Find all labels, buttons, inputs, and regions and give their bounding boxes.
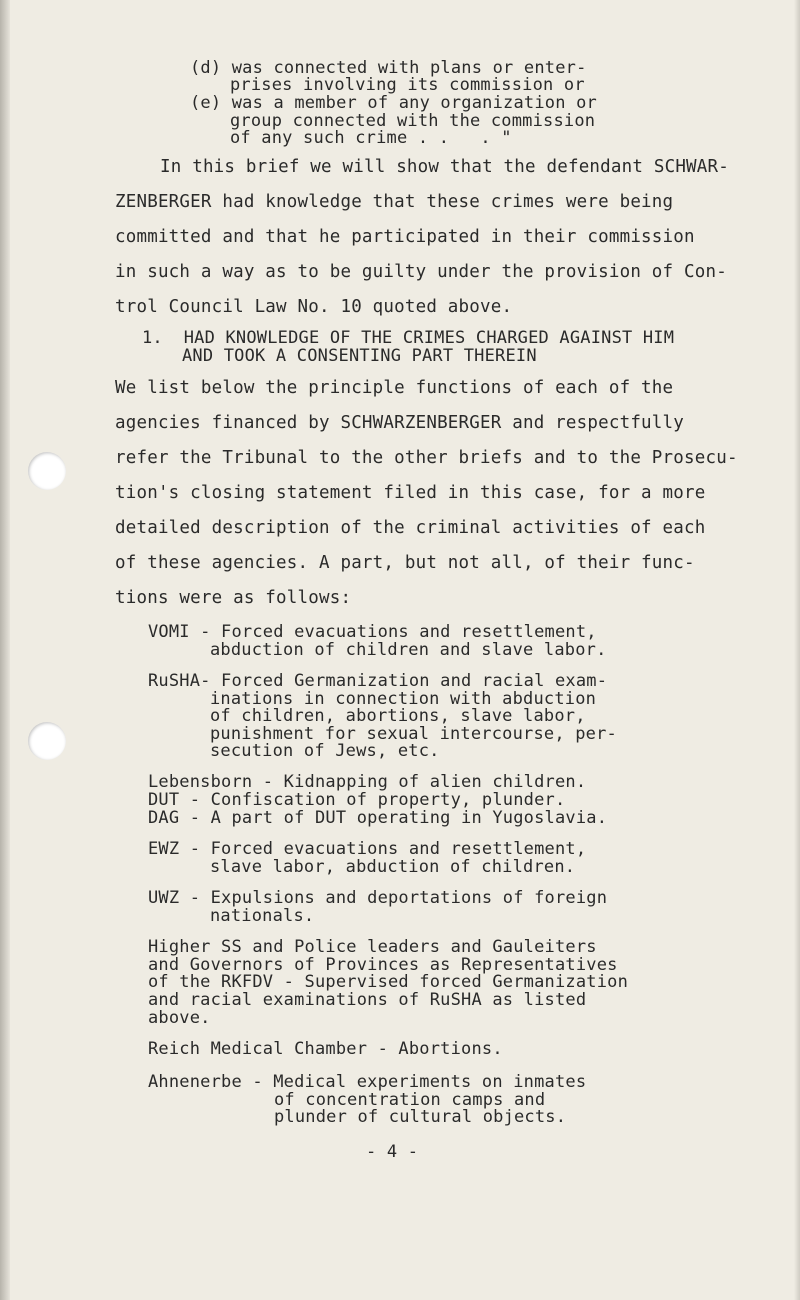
agency-uwz: nationals. xyxy=(210,906,315,926)
agency-ewz: EWZ - Forced evacuations and resettlement, xyxy=(148,839,587,859)
paragraph-line: We list below the principle functions of each of the xyxy=(115,378,674,398)
agency-lebensborn: Lebensborn - Kidnapping of alien children. xyxy=(148,772,587,792)
paragraph-line: tion's closing statement filed in this case, for a more xyxy=(115,483,706,503)
paragraph-line: tions were as follows: xyxy=(115,588,352,608)
agency-vomi: abduction of children and slave labor. xyxy=(210,640,607,660)
agency-dag: DAG - A part of DUT operating in Yugoslavia. xyxy=(148,808,608,828)
agency-ahnenerbe: Ahnenerbe - Medical experiments on inmates xyxy=(148,1072,587,1092)
clause-d-line-1: (d) was connected with plans or enter- xyxy=(190,58,587,78)
agency-ewz: slave labor, abduction of children. xyxy=(210,857,576,877)
punch-hole xyxy=(28,452,66,490)
section-heading-line-1: 1. HAD KNOWLEDGE OF THE CRIMES CHARGED AGAINST HIM xyxy=(142,328,675,348)
paragraph-line: refer the Tribunal to the other briefs and to the Prosecu- xyxy=(115,448,738,468)
agency-higher-ss: and racial examinations of RuSHA as listed xyxy=(148,990,587,1010)
agency-higher-ss: above. xyxy=(148,1008,211,1028)
agency-higher-ss: of the RKFDV - Supervised forced Germanization xyxy=(148,972,629,992)
agency-reich-medical: Reich Medical Chamber - Abortions. xyxy=(148,1039,503,1059)
paragraph-line: detailed description of the criminal activities of each xyxy=(115,518,706,538)
agency-uwz: UWZ - Expulsions and deportations of foreign xyxy=(148,888,608,908)
agency-dut: DUT - Confiscation of property, plunder. xyxy=(148,790,566,810)
agency-vomi: VOMI - Forced evacuations and resettlement, xyxy=(148,622,597,642)
intro-line: trol Council Law No. 10 quoted above. xyxy=(115,297,513,317)
page-number: - 4 - xyxy=(366,1142,419,1162)
paragraph-line: of these agencies. A part, but not all, of their func- xyxy=(115,553,695,573)
page-right-edge xyxy=(794,0,800,1300)
intro-line: committed and that he participated in their commission xyxy=(115,227,695,247)
clause-d-line-2: prises involving its commission or xyxy=(230,75,585,95)
agency-rusha: of children, abortions, slave labor, xyxy=(210,706,586,726)
agency-rusha: RuSHA- Forced Germanization and racial exam- xyxy=(148,671,608,691)
clause-e-line-1: (e) was a member of any organization or xyxy=(190,93,597,113)
agency-rusha: inations in connection with abduction xyxy=(210,689,597,709)
agency-ahnenerbe: plunder of cultural objects. xyxy=(274,1107,567,1127)
intro-line: ZENBERGER had knowledge that these crimes were being xyxy=(115,192,674,212)
page-left-edge xyxy=(0,0,10,1300)
intro-line: In this brief we will show that the defendant SCHWAR- xyxy=(160,157,730,177)
agency-higher-ss: and Governors of Provinces as Representatives xyxy=(148,955,618,975)
agency-rusha: punishment for sexual intercourse, per- xyxy=(210,724,617,744)
paragraph-line: agencies financed by SCHWARZENBERGER and respectfully xyxy=(115,413,685,433)
agency-ahnenerbe: of concentration camps and xyxy=(274,1090,546,1110)
intro-line: in such a way as to be guilty under the provision of Con- xyxy=(115,262,727,282)
clause-e-line-3: of any such crime . . . " xyxy=(230,128,512,148)
agency-rusha: secution of Jews, etc. xyxy=(210,741,440,761)
clause-e-line-2: group connected with the commission xyxy=(230,111,596,131)
agency-higher-ss: Higher SS and Police leaders and Gauleiters xyxy=(148,937,597,957)
punch-hole xyxy=(28,722,66,760)
section-heading-line-2: AND TOOK A CONSENTING PART THEREIN xyxy=(182,346,537,366)
